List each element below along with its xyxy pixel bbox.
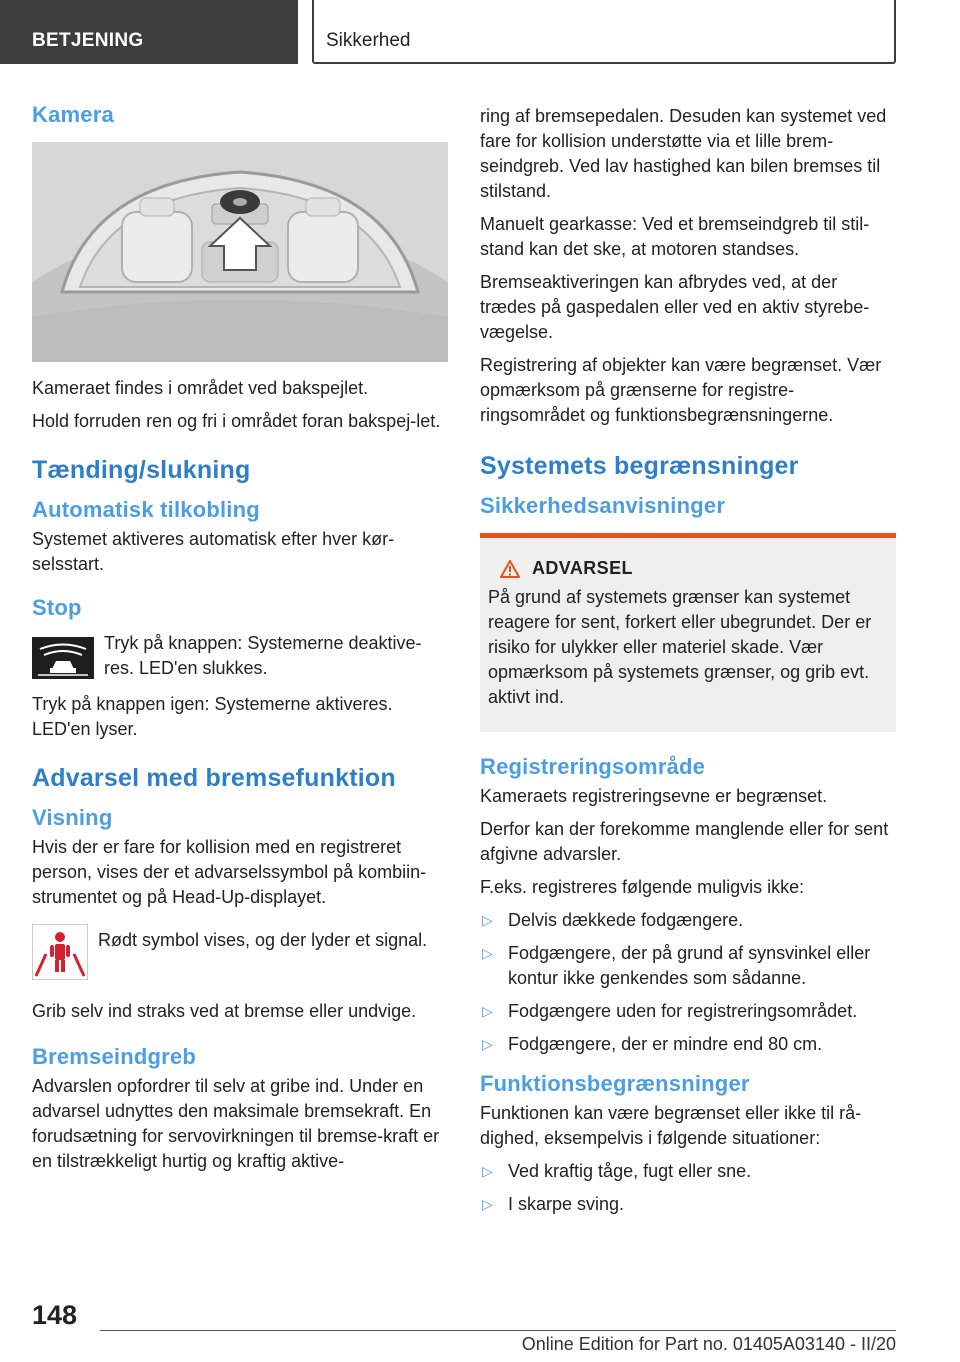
- registrering-paragraph-2: Derfor kan der forekomme manglende eller for sent afgivne advarsler.: [480, 819, 889, 864]
- funktion-heading: Funktionsbegrænsninger: [480, 1071, 750, 1096]
- warning-label: ADVARSEL: [532, 558, 633, 578]
- visning-paragraph-2: Rødt symbol vises, og der lyder et signal.: [98, 930, 428, 950]
- section-tab: [0, 0, 298, 64]
- list-item: [480, 1159, 896, 1184]
- registrering-heading: Registreringsområde: [480, 754, 706, 779]
- warning-text: På grund af systemets grænser kan systemet reagere for sent, forkert eller ubegrundet. Der er risiko for ulykker eller materiel skade. Vær opmærksom på systemets grænser, og grib evt. aktivt ind.: [488, 587, 872, 707]
- funktion-paragraph: Funktionen kan være begrænset eller ikke til rå-dighed, eksempelvis i følgende situationer:: [480, 1103, 862, 1148]
- rear-window-illustration: [32, 142, 448, 362]
- list-item-text: Fodgængere, der er mindre end 80 cm.: [508, 1034, 823, 1054]
- list-item: [480, 1192, 896, 1217]
- taending-heading: Tænding/slukning: [32, 456, 251, 484]
- kamera-paragraph-1: Kameraet findes i området ved bakspejlet.: [32, 378, 369, 398]
- stop-heading: Stop: [32, 595, 82, 620]
- list-item-text: I skarpe sving.: [508, 1194, 625, 1214]
- right-paragraph-1: ring af bremsepedalen. Desuden kan systemet ved fare for kollision understøtte via et lille brem-seindgreb. Ved lav hastighed kan bilen bremses til stilstand.: [480, 106, 887, 201]
- kamera-heading: Kamera: [32, 102, 114, 127]
- bullet-triangle-icon: ▷: [482, 1003, 493, 1019]
- left-column: [32, 96, 450, 1182]
- registrering-paragraph-1: Kameraets registreringsevne er begrænset.: [480, 786, 828, 806]
- registrering-list: [480, 908, 896, 1057]
- driving-assistant-button-icon: [32, 637, 94, 684]
- stop-paragraph-2: Tryk på knappen igen: Systemerne aktiveres. LED'en lyser.: [32, 694, 393, 739]
- edition-note: Online Edition for Part no. 01405A03140 - II/20: [521, 1334, 896, 1354]
- camera-photo: [32, 142, 448, 362]
- automatisk-heading: Automatisk tilkobling: [32, 497, 260, 522]
- funktion-list: [480, 1159, 896, 1217]
- list-item: [480, 1032, 896, 1057]
- warning-triangle-icon: [500, 560, 520, 578]
- bullet-triangle-icon: ▷: [482, 945, 493, 961]
- automatisk-paragraph: Systemet aktiveres automatisk efter hver kør-selsstart.: [32, 529, 395, 574]
- list-item-text: Fodgængere uden for registreringsområdet.: [508, 1001, 858, 1021]
- stop-instruction: [32, 631, 450, 684]
- chapter-tab: [312, 0, 896, 64]
- right-paragraph-3: Bremseaktiveringen kan afbrydes ved, at der trædes på gaspedalen eller ved en aktiv styrebe-vægelse.: [480, 272, 870, 342]
- bullet-triangle-icon: ▷: [482, 912, 493, 928]
- section-title: BETJENING: [32, 30, 144, 51]
- footer-divider: [100, 1330, 896, 1331]
- list-item-text: Delvis dækkede fodgængere.: [508, 910, 744, 930]
- pedestrian-warning-icon: [32, 924, 88, 985]
- bullet-triangle-icon: ▷: [482, 1163, 493, 1179]
- warning-box: [480, 533, 896, 732]
- warning-symbol-row: [32, 922, 450, 985]
- begraensninger-heading: Systemets begrænsninger: [480, 452, 799, 480]
- advarsel-heading: Advarsel med bremsefunktion: [32, 764, 396, 792]
- right-paragraph-2: Manuelt gearkasse: Ved et bremseindgreb til stil-stand kan det ske, at motoren standses.: [480, 214, 870, 259]
- warning-header: [488, 558, 888, 579]
- sikkerhed-heading: Sikkerhedsanvisninger: [480, 493, 726, 518]
- list-item: [480, 908, 896, 933]
- bullet-triangle-icon: ▷: [482, 1036, 493, 1052]
- right-column: [480, 104, 896, 1225]
- bremse-paragraph: Advarslen opfordrer til selv at gribe ind. Under en advarsel udnyttes den maksimale bremsekraft. En forudsætning for servovirkningen til bremse-kraft er en tilstrækkeligt hurtig og kraftig aktive-: [32, 1076, 440, 1171]
- visning-heading: Visning: [32, 805, 113, 830]
- bremse-heading: Bremseindgreb: [32, 1044, 196, 1069]
- right-paragraph-4: Registrering af objekter kan være begrænset. Vær opmærksom på grænserne for registre-ringsområdet og funktionsbegrænsningerne.: [480, 355, 882, 425]
- list-item-text: Ved kraftig tåge, fugt eller sne.: [508, 1161, 752, 1181]
- visning-paragraph-1: Hvis der er fare for kollision med en registreret person, vises der et advarselssymbol på kombiin-strumentet og på Head-Up-displayet.: [32, 837, 427, 907]
- list-item: [480, 999, 896, 1024]
- list-item: [480, 941, 896, 991]
- registrering-paragraph-3: F.eks. registreres følgende muligvis ikke:: [480, 877, 805, 897]
- list-item-text: Fodgængere, der på grund af synsvinkel eller kontur ikke genkendes som sådanne.: [508, 943, 871, 988]
- chapter-title: Sikkerhed: [326, 30, 411, 51]
- page-number: 148: [32, 1300, 78, 1330]
- stop-paragraph-1: Tryk på knappen: Systemerne deaktive-res. LED'en slukkes.: [104, 633, 422, 678]
- bullet-triangle-icon: ▷: [482, 1196, 493, 1212]
- visning-paragraph-3: Grib selv ind straks ved at bremse eller undvige.: [32, 1001, 417, 1021]
- kamera-paragraph-2: Hold forruden ren og fri i området foran bakspej-let.: [32, 411, 441, 431]
